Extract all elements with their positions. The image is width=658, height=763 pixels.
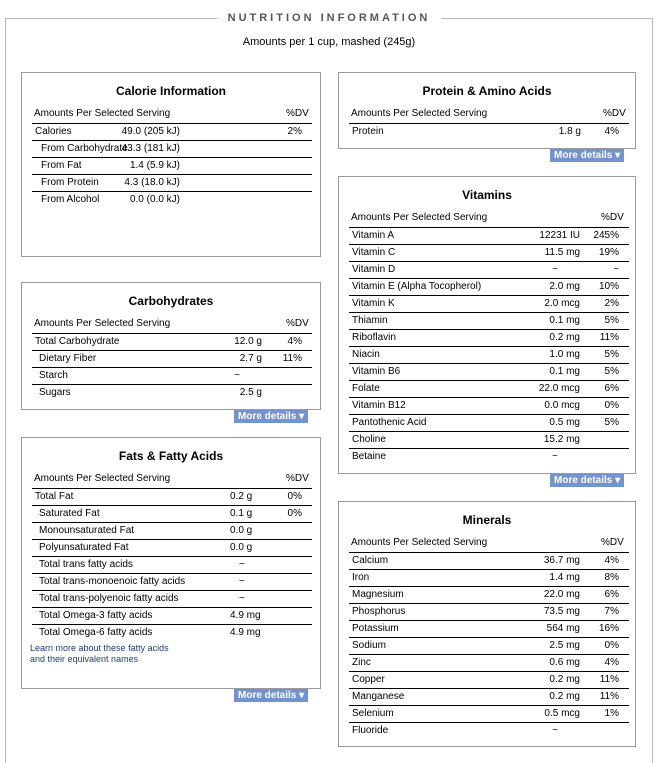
nutrient-amount: 22.0 mg (543, 589, 580, 600)
nutrient-amount: 43.3 (181 kJ) (121, 143, 180, 154)
nutrient-dv: 2% (287, 126, 302, 137)
amounts-header: Amounts Per Selected Serving (351, 212, 488, 223)
nutrient-dv: 7% (604, 606, 619, 617)
nutrient-amount: 0.0 (0.0 kJ) (129, 194, 180, 205)
nutrient-dv: 16% (598, 623, 619, 634)
nutrient-label: From Fat (41, 160, 82, 171)
carbohydrates-panel (21, 282, 321, 410)
nutrient-row (349, 620, 629, 637)
nutrient-label: Selenium (352, 708, 394, 719)
nutrient-row (349, 552, 629, 569)
nutrient-amount: 2.5 mg (549, 640, 580, 651)
protein-panel (338, 72, 636, 149)
calorie-info-panel (21, 72, 321, 257)
more-details-label: More details (554, 475, 613, 486)
nutrient-dv: 4% (287, 336, 302, 347)
nutrient-label: Monounsaturated Fat (39, 525, 135, 536)
nutrient-row (32, 140, 312, 157)
nutrient-dv: 0% (604, 400, 619, 411)
nutrient-label: Niacin (352, 349, 380, 360)
vitamins-more-details-button[interactable]: More details ▾ (550, 474, 624, 487)
nutrient-dv: 0% (287, 508, 302, 519)
nutrient-label: Potassium (352, 623, 399, 634)
nutrient-row (349, 295, 629, 312)
more-details-label: More details (554, 150, 613, 161)
nutrient-label: Protein (352, 126, 384, 137)
more-details-label: More details (238, 411, 297, 422)
amounts-header: Amounts Per Selected Serving (34, 318, 171, 329)
nutrient-row (32, 607, 312, 624)
nutrient-amount: 2.0 mcg (544, 298, 580, 309)
dv-header: %DV (286, 473, 309, 484)
nutrient-amount: 0.6 mg (549, 657, 580, 668)
nutrient-label: Iron (352, 572, 370, 583)
protein-more-details-button[interactable]: More details ▾ (550, 149, 624, 162)
nutrient-dv: 0% (604, 640, 619, 651)
nutrient-label: Starch (39, 370, 68, 381)
dv-header: %DV (286, 108, 309, 119)
nutrient-amount: 12.0 g (234, 336, 262, 347)
nutrient-amount: 0.5 mcg (544, 708, 580, 719)
nutrient-amount: ~ (239, 593, 245, 604)
nutrient-row (349, 244, 629, 261)
nutrient-row (349, 431, 629, 448)
nutrient-amount: 4.9 mg (230, 627, 261, 638)
nutrient-row (32, 505, 312, 522)
nutrient-row (32, 539, 312, 556)
nutrient-amount: 0.0 g (230, 525, 253, 536)
nutrient-row (349, 278, 629, 295)
nutrient-dv: 4% (604, 555, 619, 566)
nutrient-row (349, 586, 629, 603)
nutrient-label: Sugars (39, 387, 71, 398)
nutrient-label: Vitamin B6 (352, 366, 401, 377)
note-line-2: and their equivalent names (30, 654, 139, 664)
nutrient-amount: 1.8 g (558, 126, 581, 137)
amounts-header: Amounts Per Selected Serving (351, 537, 488, 548)
nutrient-amount: 15.2 mg (543, 434, 580, 445)
carbohydrates-title: Carbohydrates (128, 294, 214, 308)
nutrient-dv: 11% (282, 353, 302, 364)
nutrient-row (349, 603, 629, 620)
nutrient-row (349, 671, 629, 688)
nutrient-label: Total trans fatty acids (39, 559, 133, 570)
nutrient-amount: 0.1 g (230, 508, 253, 519)
nutrient-dv: 5% (604, 417, 619, 428)
nutrient-label: From Protein (41, 177, 99, 188)
nutrient-label: Total Carbohydrate (35, 336, 120, 347)
nutrient-row (349, 705, 629, 722)
nutrient-dv: 6% (604, 383, 619, 394)
amounts-header: Amounts Per Selected Serving (351, 108, 488, 119)
nutrient-row (32, 350, 312, 367)
nutrient-label: Vitamin B12 (352, 400, 406, 411)
nutrient-amount: ~ (239, 559, 245, 570)
nutrient-amount: 0.0 mcg (544, 400, 580, 411)
nutrient-dv: 0% (287, 491, 302, 502)
nutrient-label: Total Omega-6 fatty acids (39, 627, 153, 638)
nutrient-label: Pantothenic Acid (352, 417, 427, 428)
nutrient-row (32, 556, 312, 573)
nutrient-amount: 2.7 g (239, 353, 262, 364)
nutrient-amount: 0.0 g (230, 542, 253, 553)
nutrient-amount: ~ (552, 725, 558, 736)
nutrient-row (32, 191, 312, 208)
nutrient-label: Copper (352, 674, 385, 685)
amounts-header: Amounts Per Selected Serving (34, 473, 171, 484)
nutrient-dv: 19% (598, 247, 619, 258)
nutrient-row (349, 397, 629, 414)
nutrient-label: Thiamin (352, 315, 388, 326)
nutrient-row (349, 363, 629, 380)
nutrient-amount: 0.2 mg (549, 691, 580, 702)
nutrient-amount: 564 mg (546, 623, 580, 634)
nutrient-amount: ~ (239, 576, 245, 587)
nutrient-amount: 22.0 mcg (538, 383, 580, 394)
nutrient-amount: 1.4 mg (549, 572, 580, 583)
amounts-header: Amounts Per Selected Serving (34, 108, 171, 119)
nutrient-dv: 11% (599, 674, 619, 685)
nutrient-amount: 0.2 mg (549, 332, 580, 343)
nutrient-label: Fluoride (352, 725, 389, 736)
nutrient-row (32, 157, 312, 174)
nutrient-row (32, 367, 312, 384)
nutrient-row (349, 569, 629, 586)
nutrient-row (349, 654, 629, 671)
nutrient-row (349, 123, 629, 140)
minerals-panel (338, 501, 636, 747)
nutrient-dv: 6% (604, 589, 619, 600)
nutrient-amount: 4.9 mg (230, 610, 261, 621)
note-line-1: Learn more about these fatty acids (30, 643, 169, 653)
nutrient-amount: 2.0 mg (549, 281, 580, 292)
nutrient-row (32, 522, 312, 539)
nutrient-amount: 0.2 mg (549, 674, 580, 685)
page-title: NUTRITION INFORMATION (217, 12, 441, 24)
fats-more-details-button[interactable]: More details ▾ (234, 689, 308, 702)
nutrient-label: Choline (352, 434, 386, 445)
nutrient-row (32, 488, 312, 505)
nutrient-amount: 49.0 (205 kJ) (121, 126, 180, 137)
carbs-more-details-button[interactable]: More details ▾ (234, 410, 308, 423)
nutrient-row (349, 227, 629, 244)
nutrient-label: Calcium (352, 555, 389, 566)
nutrient-amount: 0.2 g (230, 491, 253, 502)
nutrient-row (32, 123, 312, 140)
nutrient-label: Betaine (352, 451, 386, 462)
fatty-acids-learn-more-link[interactable] (30, 643, 169, 665)
nutrient-label: Magnesium (352, 589, 404, 600)
nutrient-label: Manganese (352, 691, 405, 702)
nutrient-label: Riboflavin (352, 332, 396, 343)
nutrient-row (32, 333, 312, 350)
nutrient-label: Vitamin D (352, 264, 396, 275)
nutrient-label: Zinc (352, 657, 371, 668)
nutrient-row (349, 380, 629, 397)
nutrient-dv: 1% (604, 708, 619, 719)
nutrient-amount: 0.1 mg (549, 315, 580, 326)
vitamins-panel (338, 176, 636, 474)
nutrient-dv: 2% (604, 298, 619, 309)
nutrient-label: Total trans-polyenoic fatty acids (39, 593, 179, 604)
nutrient-label: Folate (352, 383, 380, 394)
nutrient-amount: 11.5 mg (544, 247, 580, 258)
nutrient-amount: 0.1 mg (549, 366, 580, 377)
nutrient-amount: 4.3 (18.0 kJ) (124, 177, 180, 188)
nutrient-row (349, 688, 629, 705)
nutrient-dv: 245% (593, 230, 619, 241)
nutrient-row (349, 722, 629, 739)
nutrient-label: From Carbohydrate (41, 143, 128, 154)
nutrient-label: Vitamin E (Alpha Tocopherol) (352, 281, 482, 292)
nutrient-amount: 36.7 mg (543, 555, 580, 566)
nutrient-dv: 5% (604, 366, 619, 377)
nutrient-amount: 1.0 mg (549, 349, 580, 360)
dv-header: %DV (601, 212, 624, 223)
fats-panel (21, 437, 321, 689)
nutrient-row (349, 329, 629, 346)
minerals-title: Minerals (462, 513, 512, 527)
nutrient-row (349, 346, 629, 363)
serving-subtitle: Amounts per 1 cup, mashed (245g) (242, 36, 416, 48)
nutrient-label: Vitamin C (352, 247, 396, 258)
dv-header: %DV (286, 318, 309, 329)
nutrient-row (349, 448, 629, 465)
nutrient-amount: 1.4 (5.9 kJ) (129, 160, 180, 171)
nutrient-label: Total Fat (35, 491, 74, 502)
nutrient-dv: 8% (604, 572, 619, 583)
dv-header: %DV (601, 537, 624, 548)
nutrient-dv: 4% (604, 657, 619, 668)
nutrient-label: From Alcohol (41, 194, 100, 205)
nutrient-label: Total Omega-3 fatty acids (39, 610, 153, 621)
fats-title: Fats & Fatty Acids (118, 449, 224, 463)
nutrient-row (32, 384, 312, 401)
nutrient-row (32, 590, 312, 607)
nutrient-row (349, 312, 629, 329)
protein-title: Protein & Amino Acids (422, 84, 552, 98)
nutrient-row (32, 624, 312, 641)
nutrient-row (32, 573, 312, 590)
nutrient-label: Phosphorus (352, 606, 406, 617)
nutrient-amount: 73.5 mg (543, 606, 580, 617)
nutrient-row (349, 414, 629, 431)
nutrient-label: Saturated Fat (39, 508, 100, 519)
nutrient-label: Total trans-monoenoic fatty acids (39, 576, 186, 587)
nutrient-amount: 2.5 g (239, 387, 262, 398)
nutrient-dv: 5% (604, 349, 619, 360)
nutrient-dv: 10% (598, 281, 619, 292)
nutrient-dv: 11% (599, 332, 619, 343)
nutrient-row (349, 261, 629, 278)
calorie-info-title: Calorie Information (115, 84, 226, 98)
dv-header: %DV (603, 108, 626, 119)
nutrient-amount: ~ (234, 370, 240, 381)
nutrient-label: Vitamin K (352, 298, 395, 309)
nutrient-dv: 4% (604, 126, 619, 137)
nutrient-dv: ~ (613, 264, 619, 275)
nutrient-dv: 11% (599, 691, 619, 702)
nutrient-label: Vitamin A (352, 230, 395, 241)
nutrient-amount: 0.5 mg (549, 417, 580, 428)
nutrient-amount: 12231 IU (539, 230, 580, 241)
nutrient-dv: 5% (604, 315, 619, 326)
vitamins-title: Vitamins (462, 188, 512, 202)
nutrient-label: Sodium (352, 640, 386, 651)
nutrient-label: Polyunsaturated Fat (39, 542, 129, 553)
nutrient-label: Dietary Fiber (39, 353, 97, 364)
more-details-label: More details (238, 690, 297, 701)
nutrient-row (32, 174, 312, 191)
nutrient-amount: ~ (552, 451, 558, 462)
nutrient-label: Calories (35, 126, 72, 137)
nutrient-row (349, 637, 629, 654)
nutrient-amount: ~ (552, 264, 558, 275)
